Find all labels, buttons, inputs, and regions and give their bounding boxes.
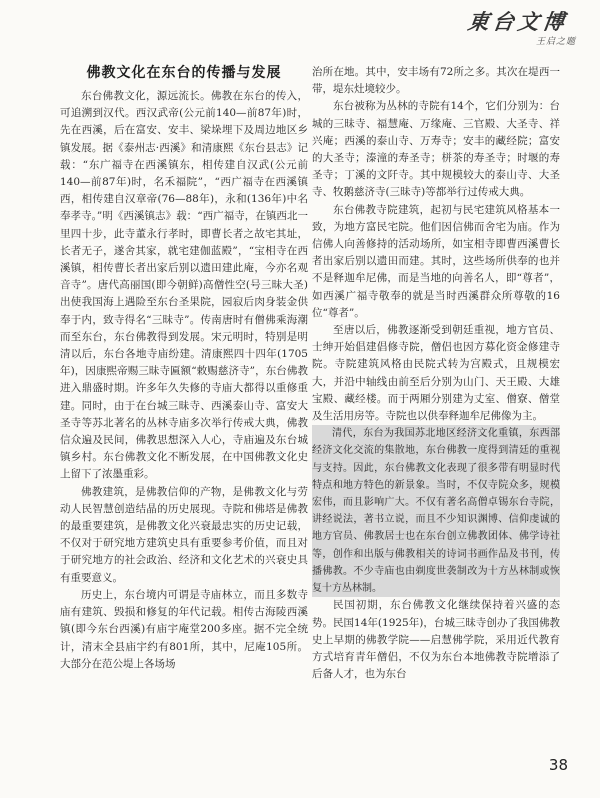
masthead xyxy=(426,6,576,54)
article-title: 佛教文化在东台的传播与发展 xyxy=(86,65,282,81)
article-column-right xyxy=(312,64,560,683)
article-paragraph: 至唐以后，佛教逐渐受到朝廷重视，地方官员、士绅开始倡建倡修寺院，僧侣也因方募化资金修建寺院。寺院建筑风格由民院式转为宫殿式，且规模宏大，并沿中轴线由前至后分别为山门、天王殿、大雄宝殿、藏经楼。而于两厢分别建为丈室、僧寮、僧堂及生活用房等。寺院也以供奉释迦牟尼佛像为主。 xyxy=(312,324,560,423)
article-paragraph: 治所在地。其中，安丰场有72所之多。其次在堤西一带，堤东灶境较少。 xyxy=(312,66,560,96)
masthead-brand: 東台文博 xyxy=(466,9,570,34)
article-column-left xyxy=(60,88,308,673)
masthead-signature: 王启之题 xyxy=(535,37,576,47)
article-paragraph: 东台佛教文化，源远流长。佛教在东台的传入，可追溯到汉代。西汉武帝(公元前140—前87年)时，先在西溪，后在富安、安丰、梁垛埋下及周边地区乡镇发展。据《泰州志·西溪》和清康熙《东台县志》记载：“东广福寺在西溪镇东，相传建自汉武(公元前140—前87年)时，名禾福院”，“西广福寺在西溪镇西，相传建自汉章帝(76—88年)，永和(136年)中名奉孝寺。”明《西溪镇志》载：“西广福寺，在镇西北一里四十步，此寺董永行孝时，即曹长者之故宅其址，长者无子，遂舍其家，就宅建伽蓝殿”，“宝相寺在西溪镇，相传曹长者出家后别以遗田建此庵，今亦名观音寺”。唐代高丽国(即今朝鲜)高僧性空(号三昧大圣)出使我国海上遇险至东台圣果院，园寂后肉身装金供奉于内，致寺得名“三昧寺”。传南唐时有僧佛乘海潮而至东台，东台佛教得到发展。宋元明时，特别是明清以后，东台各地寺庙纷建。清康熙四十四年(1705年)，因康熙帝赐三昧寺匾额“敕赐慈济寺”，东台佛教进入鼎盛时期。许多年久失修的寺庙大都得以重修重建。同时，由于在台城三昧寺、西溪泰山寺、富安大圣寺等苏北著名的丛林寺庙多次举行传戒大典，佛教信众遍及民间，佛教思想深入人心，寺庙遍及东台城镇乡村。东台佛教文化不断发展，在中国佛教文化史上留下了浓墨重彩。 xyxy=(60,90,308,481)
page-number: 38 xyxy=(548,756,568,774)
article-paragraph: 佛教建筑，是佛教信仰的产物，是佛教文化与劳动人民智慧创造结晶的历史展现。寺院和佛塔是佛教的最重要建筑，是佛教文化兴衰最忠实的历史记载，不仅对于研究地方建筑史具有重要参考价值，而且对于研究地方的社会政治、经济和文化艺术的兴衰史具有重要意义。 xyxy=(60,485,308,584)
article-paragraph: 东台佛教寺院建筑，起初与民宅建筑风格基本一致，为地方富民宅院。他们因信佛而舍宅为庙。作为信佛人向善修持的活动场所，如宝相寺即曹西溪曹长者出家后别以遗田而建。其时，这些场所供奉的也并不是释迦牟尼佛，而是当地的向善名人，即“尊者”，如西溪广福寺敬奉的就是当时西溪群众所尊敬的16位“尊者”。 xyxy=(312,203,560,319)
article-paragraph: 清代，东台为我国苏北地区经济文化重镇，东西部经济文化交流的集散地，东台佛教一度得到清廷的重视与支持。因此，东台佛教文化表现了很多带有明显时代特点和地方特色的新景象。当时，不仅寺院众多，规模宏伟，而且影响广大。不仅有著名高僧卓锡东台寺院，讲经说法，著书立说，而且不少知识渊博、信仰虔诚的地方官员、佛教居士也在东台创立佛教团体、佛学诗社等，创作和出版与佛教相关的诗词书画作品及书刊，传播佛教。不少寺庙也由剃度世袭制改为十方丛林制或恢复十方丛林制。 xyxy=(312,425,560,597)
article-paragraph: 民国初期，东台佛教文化继续保持着兴盛的态势。民国14年(1925年)，台城三昧寺创办了我国佛教史上早期的佛教学院——启慧佛学院，采用近代教育方式培育青年僧侣，不仅为东台本地佛教寺院增添了后备人才，也为东台 xyxy=(312,599,560,681)
article-paragraph: 东台被称为丛林的寺院有14个，它们分别为：台城的三昧寺、福慧庵、万缘庵、三官殿、大圣寺、祥兴庵；西溪的泰山寺、万寿寺；安丰的藏经院；富安的大圣寺；溱潼的寿圣寺；栟茶的寿圣寺；时堰的寿圣寺；丁溪的文阡寺。其中规模较大的泰山寺、大圣寺、牧鹅慈济寺(三昧寺)等都举行过传戒大典。 xyxy=(312,100,560,199)
article-paragraph: 历史上，东台境内可谓是寺庙林立，而且多数寺庙有建筑、毁损和修复的年代记载。相传古海陵西溪镇(即今东台西溪)有庙宇庵堂200多座。据不完全统计，清末全县庙宇约有801所，其中，尼庵105所。大部分在范公堤上各场场 xyxy=(60,588,308,670)
